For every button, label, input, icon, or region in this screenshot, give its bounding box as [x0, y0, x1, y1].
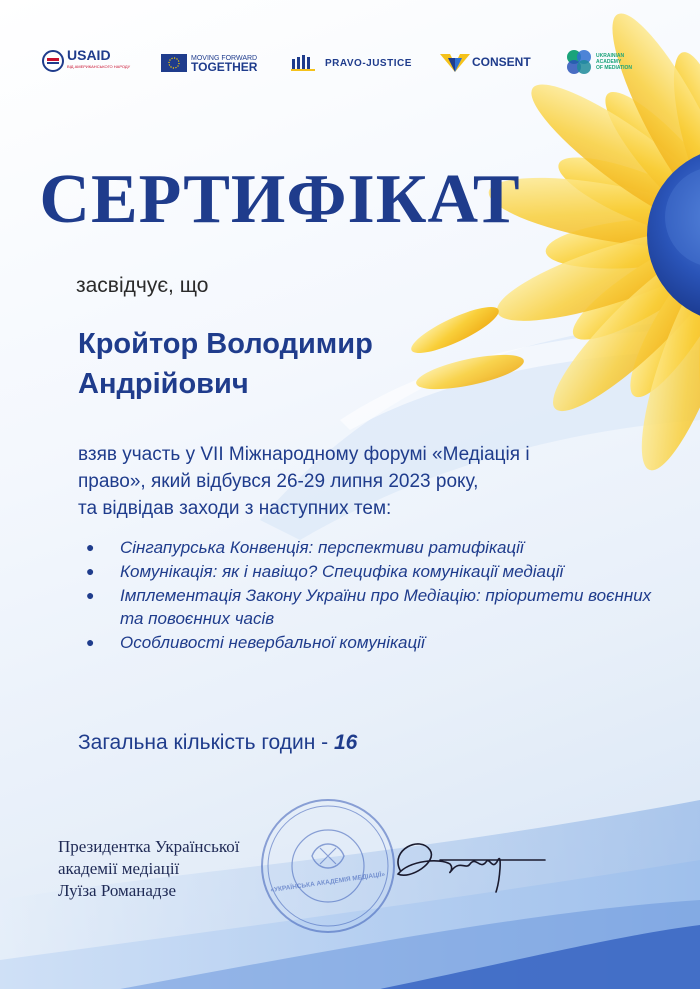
usaid-logo: [42, 47, 131, 72]
topic-text: Комунікація: як і навіщо? Специфіка комунікації медіації: [120, 562, 564, 581]
stamp-center-text: «УКРАЇНСЬКА АКАДЕМІЯ МЕДІАЦІЇ»: [270, 871, 386, 895]
pravo-justice-logo: [291, 55, 412, 71]
topic-text: Особливості невербальної комунікації: [120, 633, 425, 652]
eu-logo: [161, 54, 257, 72]
eu-tagline-line2: TOGETHER: [191, 60, 258, 74]
consent-wordmark: CONSENT: [472, 55, 531, 69]
signer-name: Луїза Романадзе: [58, 881, 176, 900]
signer-title-line1: Президентка Української: [58, 837, 240, 856]
eu-tagline-line1: MOVING FORWARD: [191, 55, 258, 62]
usaid-wordmark: USAID: [67, 47, 111, 63]
bullet-icon: ●: [86, 587, 95, 603]
list-item: [84, 536, 674, 559]
recipient-name: [78, 324, 498, 404]
signer-block: [58, 836, 278, 902]
hours-label: Загальна кількість годин -: [78, 731, 334, 754]
academy-line2: ACADEMY: [596, 59, 622, 65]
description-line1: взяв участь у VII Міжнародному форумі «Медіація і: [78, 444, 530, 465]
official-stamp: [258, 796, 398, 936]
bullet-icon: ●: [86, 563, 95, 579]
list-item: [84, 631, 674, 654]
usaid-seal-icon: [42, 50, 64, 72]
columns-icon: [291, 55, 319, 71]
recipient-name-line1: Кройтор Володимир: [78, 328, 373, 360]
hours-value: 16: [334, 731, 358, 754]
consent-logo: [440, 52, 531, 72]
participation-description: [78, 441, 678, 522]
academy-circles-icon: [565, 48, 593, 76]
partner-logos: [0, 48, 700, 78]
topic-text: Імплементація Закону України про Медіацію: пріоритети воєнних та повоєнних часів: [120, 586, 652, 628]
academy-line1: UKRAINIAN: [596, 53, 625, 59]
handwritten-signature: [380, 830, 550, 900]
usaid-subtitle: ВІД АМЕРИКАНСЬКОГО НАРОДУ: [67, 64, 131, 69]
academy-line3: OF MEDIATION: [596, 65, 633, 71]
list-item: [84, 560, 674, 583]
topic-text: Сінгапурська Конвенція: перспективи ратифікації: [120, 538, 524, 557]
consent-mark-icon: [440, 52, 470, 72]
description-line3: та відвідав заходи з наступних тем:: [78, 498, 392, 519]
bullet-icon: ●: [86, 539, 95, 555]
description-line2: право», який відбувся 26-29 липня 2023 року,: [78, 471, 479, 492]
recipient-name-line2: Андрійович: [78, 368, 249, 400]
list-item: [84, 584, 674, 630]
topics-list: [84, 536, 674, 655]
signer-title-line2: академії медіації: [58, 859, 180, 878]
intro-text: засвідчує, що: [76, 274, 209, 297]
bullet-icon: ●: [86, 634, 95, 650]
academy-logo: [565, 48, 632, 76]
pravo-justice-wordmark: PRAVO-JUSTICE: [325, 57, 412, 69]
certificate-title: СЕРТИФІКАТ: [39, 161, 521, 238]
total-hours: [78, 731, 357, 755]
eu-flag-icon: [161, 54, 187, 72]
